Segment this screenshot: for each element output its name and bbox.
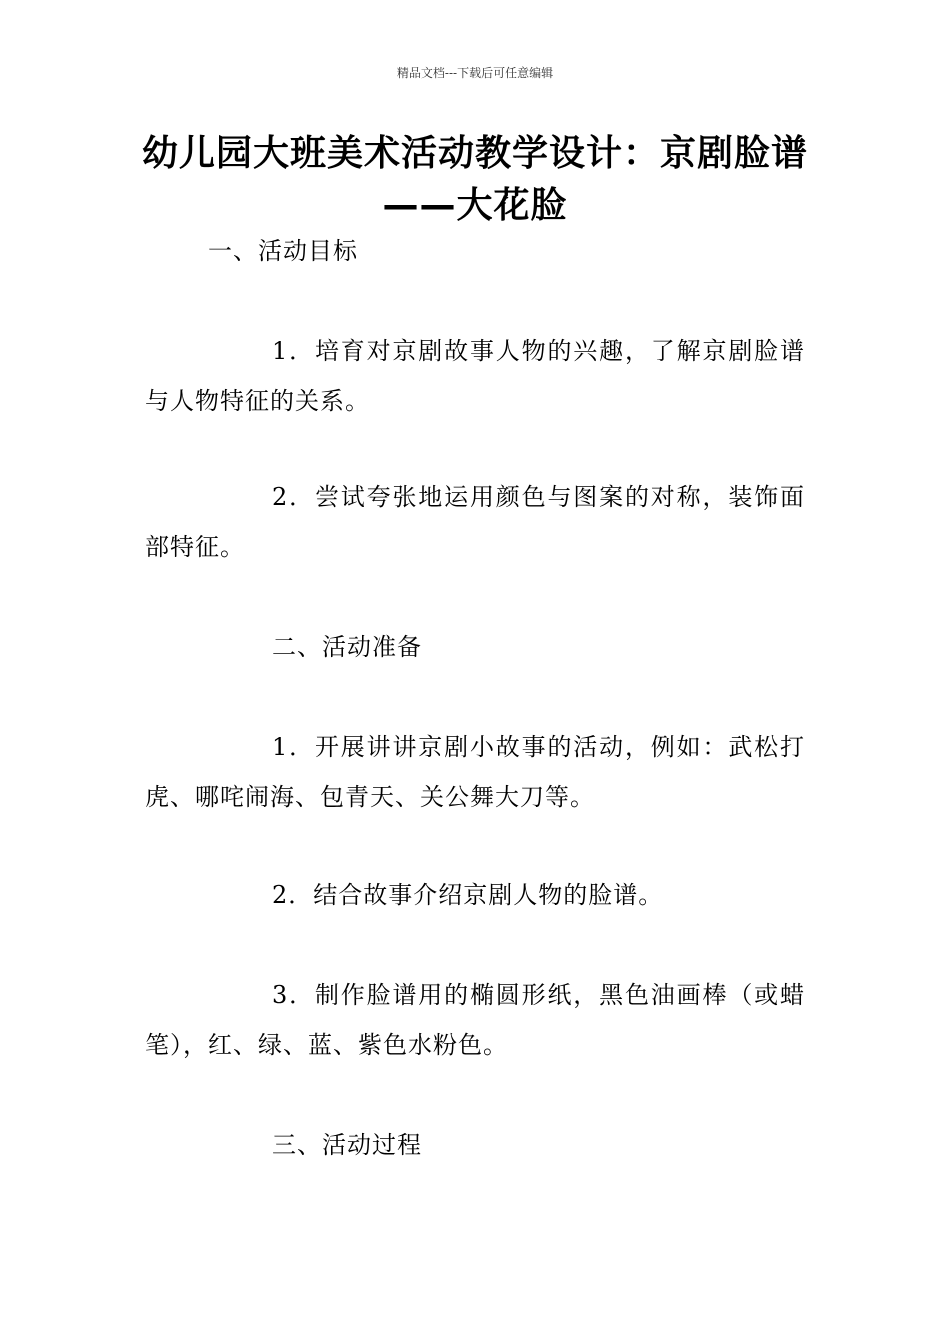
header-note: 精品文档---下载后可任意编辑 — [396, 66, 554, 80]
goal-item-2: 2．尝试夸张地运用颜色与图案的对称，装饰面部特征。 — [145, 483, 805, 561]
goal-item-1: 1．培育对京剧故事人物的兴趣，了解京剧脸谱与人物特征的关系。 — [145, 337, 805, 415]
prep-item-2: 2．结合故事介绍京剧人物的脸谱。 — [272, 881, 664, 909]
document-title: 幼儿园大班美术活动教学设计：京剧脸谱——大花脸 — [141, 133, 808, 226]
section-heading-process: 三、活动过程 — [272, 1131, 422, 1159]
prep-item-1: 1．开展讲讲京剧小故事的活动，例如：武松打虎、哪咤闹海、包青天、关公舞大刀等。 — [145, 733, 805, 811]
section-heading-goals: 一、活动目标 — [208, 237, 358, 265]
section-heading-preparation: 二、活动准备 — [272, 633, 422, 661]
prep-item-3: 3．制作脸谱用的椭圆形纸，黑色油画棒（或蜡笔），红、绿、蓝、紫色水粉色。 — [145, 981, 805, 1059]
